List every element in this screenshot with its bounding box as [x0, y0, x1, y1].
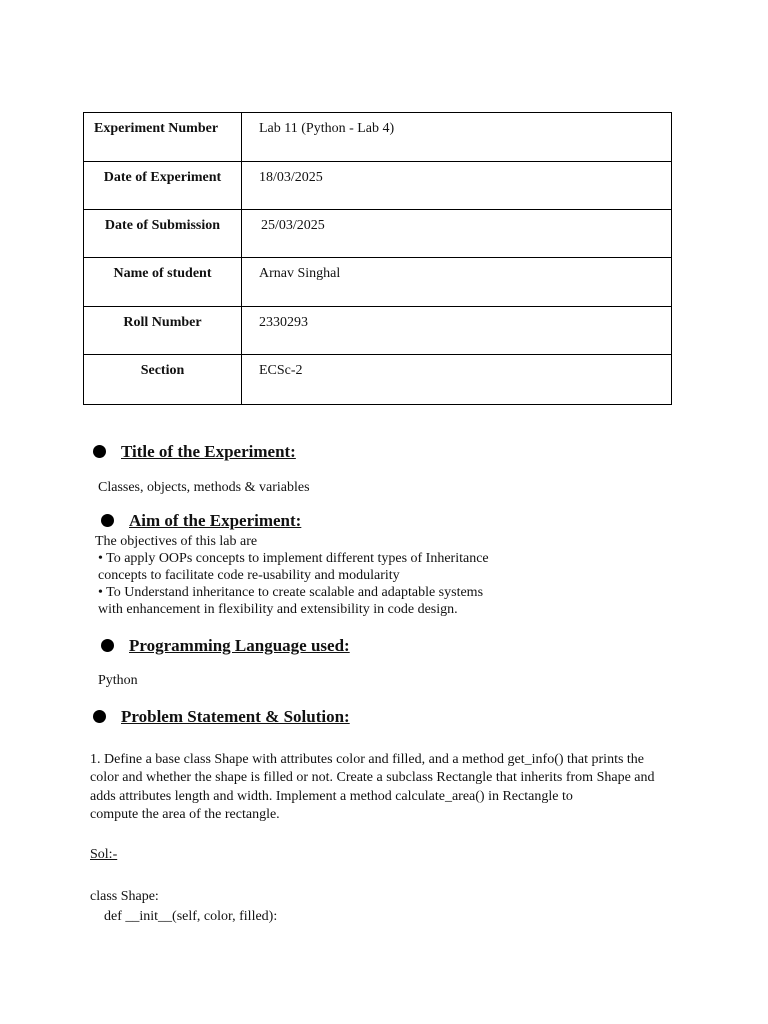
- section-label: Section: [84, 355, 242, 405]
- solution-label: Sol:-: [90, 847, 118, 862]
- aim-line: The objectives of this lab are: [95, 534, 258, 549]
- table-row: [84, 307, 672, 355]
- aim-heading: Aim of the Experiment:: [129, 511, 302, 530]
- table-row: [84, 113, 672, 162]
- table-row: [84, 258, 672, 307]
- table-row: [84, 162, 672, 210]
- code-line: def __init__(self, color, filled):: [90, 909, 278, 924]
- problem-line: 1. Define a base class Shape with attributes color and filled, and a method get_info() that prints the: [90, 752, 645, 767]
- aim-line: concepts to facilitate code re-usability and modularity: [98, 568, 400, 583]
- date-of-experiment-value: 18/03/2025: [242, 162, 672, 210]
- student-name-label: Name of student: [84, 258, 242, 307]
- roll-number-value: 2330293: [242, 307, 672, 355]
- table-row: [84, 355, 672, 405]
- experiment-info-table: [83, 112, 672, 405]
- problem-line: adds attributes length and width. Implement a method calculate_area() in Rectangle to: [90, 789, 573, 804]
- date-of-submission-label: Date of Submission: [84, 210, 242, 258]
- language-body: Python: [98, 673, 138, 688]
- table-row: [84, 210, 672, 258]
- title-heading: Title of the Experiment:: [121, 442, 296, 461]
- aim-line: • To apply OOPs concepts to implement different types of Inheritance: [98, 551, 489, 566]
- problem-line: compute the area of the rectangle.: [90, 807, 280, 822]
- problem-line: color and whether the shape is filled or not. Create a subclass Rectangle that inherits from Shape and: [90, 770, 655, 785]
- language-heading: Programming Language used:: [129, 636, 350, 655]
- section-value: ECSc-2: [242, 355, 672, 405]
- aim-line: • To Understand inheritance to create scalable and adaptable systems: [98, 585, 484, 600]
- experiment-number-value: Lab 11 (Python - Lab 4): [242, 113, 672, 162]
- code-line: class Shape:: [90, 889, 159, 904]
- date-of-experiment-label: Date of Experiment: [84, 162, 242, 210]
- date-of-submission-value: 25/03/2025: [242, 210, 672, 258]
- bullet-icon: [93, 445, 106, 458]
- problem-heading: Problem Statement & Solution:: [121, 707, 350, 726]
- aim-line: with enhancement in flexibility and extensibility in code design.: [98, 602, 458, 617]
- experiment-number-label: Experiment Number: [84, 113, 242, 162]
- roll-number-label: Roll Number: [84, 307, 242, 355]
- student-name-value: Arnav Singhal: [242, 258, 672, 307]
- bullet-icon: [101, 514, 114, 527]
- bullet-icon: [101, 639, 114, 652]
- bullet-icon: [93, 710, 106, 723]
- title-body: Classes, objects, methods & variables: [98, 480, 310, 495]
